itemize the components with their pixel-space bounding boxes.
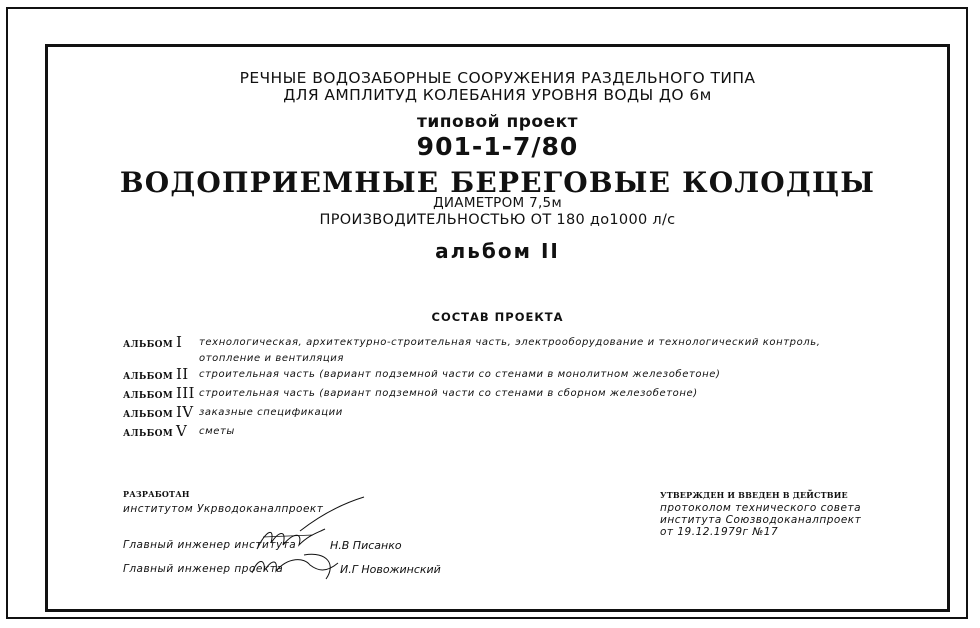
capacity-line: ПРОИЗВОДИТЕЛЬНОСТЬЮ ОТ 180 до1000 л/с [319, 212, 676, 228]
project-engineer-name: И.Г Новожинский [340, 563, 441, 576]
chief-engineer-role: Главный инженер института [123, 539, 297, 551]
composition-title: СОСТАВ ПРОЕКТА [431, 310, 564, 324]
title-sheet-frame [45, 44, 950, 612]
developer-heading: РАЗРАБОТАН [123, 489, 190, 499]
project-number: 901-1-7/80 [416, 132, 579, 161]
album-label: АЛЬБОМ I [123, 333, 183, 351]
album-description: строительная часть (вариант подземной части со стенами в сборном железобетоне) [199, 388, 698, 399]
chief-engineer-signature-icon [253, 523, 328, 553]
series-line-2: ДЛЯ АМПЛИТУД КОЛЕБАНИЯ УРОВНЯ ВОДЫ ДО 6м [283, 86, 712, 104]
album-description: сметы [199, 426, 235, 437]
album-description: технологическая, архитектурно-строительная часть, электрооборудование и технологический контроль, [199, 337, 821, 348]
album-label: АЛЬБОМ V [123, 422, 188, 440]
album-label: АЛЬБОМ IV [123, 403, 194, 421]
series-line-1: РЕЧНЫЕ ВОДОЗАБОРНЫЕ СООРУЖЕНИЯ РАЗДЕЛЬНОГО ТИПА [239, 69, 756, 87]
approval-heading: УТВЕРЖДЕН И ВВЕДЕН В ДЕЙСТВИЕ [660, 490, 848, 500]
project-type: типовой проект [417, 112, 578, 132]
album-label: АЛЬБОМ III [123, 384, 195, 402]
album-description: заказные спецификации [199, 407, 343, 418]
chief-engineer-name: Н.В Писанко [330, 539, 402, 552]
developer-institute: институтом Укрводоканалпроект [123, 503, 324, 515]
series-title [48, 70, 947, 104]
project-engineer-role: Главный инженер проекта [123, 563, 284, 575]
diameter-line: ДИАМЕТРОМ 7,5м [433, 195, 562, 211]
project-engineer-signature-icon [248, 551, 343, 583]
outer-frame [6, 7, 968, 619]
album-number: альбом II [435, 239, 560, 263]
album-label: АЛЬБОМ II [123, 365, 189, 383]
album-description: строительная часть (вариант подземной части со стенами в монолитном железобетоне) [199, 369, 721, 380]
approval-line-2: института Союзводоканалпроект [660, 514, 862, 526]
approval-line-1: протоколом технического совета [660, 502, 862, 514]
album-description-cont: отопление и вентиляция [199, 353, 345, 364]
document-title: ВОДОПРИЕМНЫЕ БЕРЕГОВЫЕ КОЛОДЦЫ [119, 166, 876, 199]
approval-line-3: от 19.12.1979г №17 [660, 526, 779, 538]
